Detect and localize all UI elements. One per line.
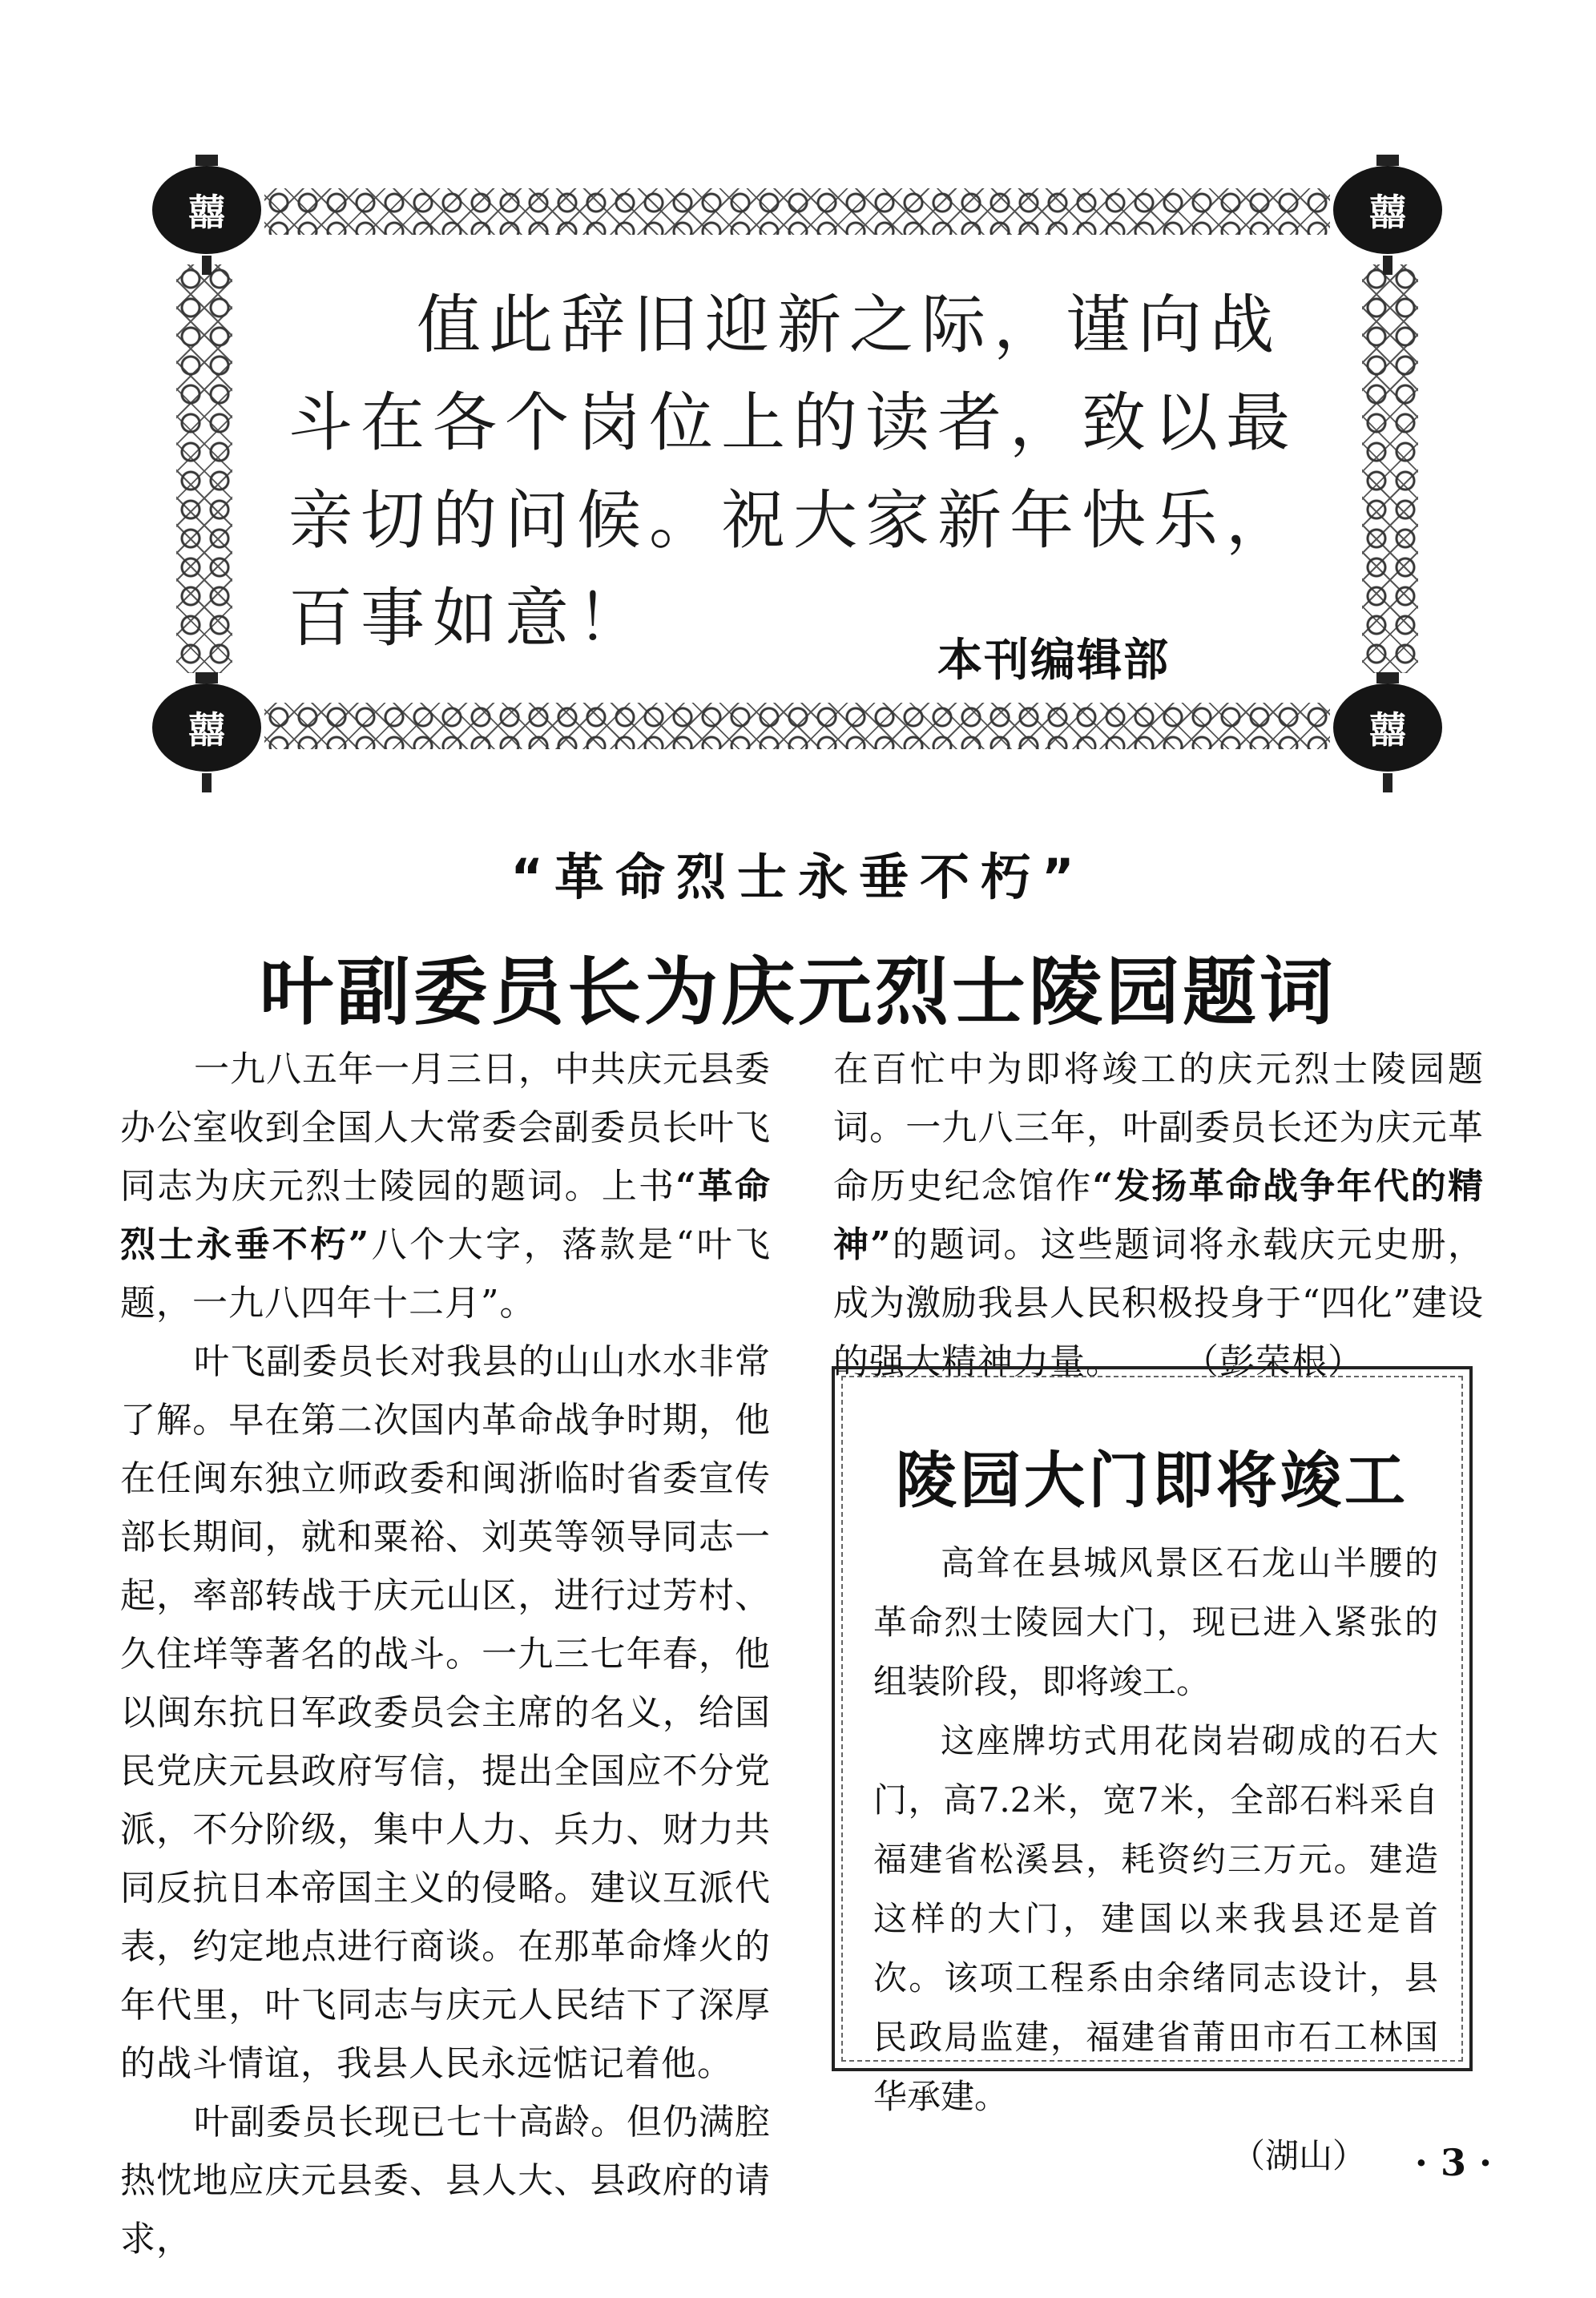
quote-text: “发扬革命战争年代的精神” (833, 1166, 1485, 1265)
decorative-border-top (264, 188, 1330, 235)
boxed-article-title: 陵园大门即将竣工 (896, 1445, 1409, 1516)
quote-text: “革命烈士永垂不朽” (120, 1166, 772, 1265)
paragraph-text: 八个大字，落款是“叶飞题，一九八四年十二月”。 (120, 1224, 771, 1324)
decorative-border-bottom (264, 703, 1330, 749)
paragraph-text: 在百忙中为即将竣工的庆元烈士陵园题词。一九八三年，叶副委员长还为庆元革命历史纪念馆作 (833, 1049, 1484, 1207)
boxed-article (832, 1366, 1473, 2175)
greeting-text: 值此辞旧迎新之际，谨向战斗在各个岗位上的读者，致以最亲切的问候。祝大家新年快乐，百事如意！ (288, 288, 1298, 655)
lantern-icon: 囍 (1333, 683, 1442, 772)
lantern-icon: 囍 (1333, 166, 1442, 254)
article-title: 叶副委员长为庆元烈士陵园题词 (259, 949, 1336, 1035)
decorative-border-left (176, 264, 232, 673)
decorative-border-right (1362, 264, 1418, 673)
article-paragraph-1 (120, 1040, 771, 1332)
paragraph-text: 的题词。这些题词将永载庆元史册，成为激励我县人民积极投身于“四化”建设的强大精神力量。 (833, 1224, 1485, 1382)
lantern-icon: 囍 (152, 166, 261, 254)
article-byline: （彭荣根） (1183, 1341, 1364, 1382)
boxed-article-byline: （湖山） (1231, 2136, 1366, 2175)
article-paragraph-3: 叶副委员长现已七十高龄。但仍满腔热忱地应庆元县委、县人大、县政府的请求， (120, 2102, 771, 2260)
greeting-signature: 本刊编辑部 (937, 635, 1170, 687)
article-column-left (120, 1040, 771, 2268)
article-subtitle: “革命烈士永垂不朽” (510, 848, 1086, 906)
article-paragraph-2: 叶飞副委员长对我县的山山水水非常了解。早在第二次国内革命战争时期，他在任闽东独立师政委和闽浙临时省委宣传部长期间，就和粟裕、刘英等领导同志一起，率部转战于庆元山区，进行过芳村、久住垟等著名的战斗。一九三七年春，他以闽东抗日军政委员会主席的名义，给国民党庆元县政府写信，提出全国应不分党派，不分阶级，集中人力、兵力、财力共同反抗日本帝国主义的侵略。建议互派代表，约定地点进行商谈。在那革命烽火的年代里，叶飞同志与庆元人民结下了深厚的战斗情谊，我县人民永远惦记着他。 (120, 1341, 771, 2084)
page-number: · 3 · (1414, 2141, 1492, 2184)
boxed-article-paragraph-2: 这座牌坊式用花岗岩砌成的石大门，高7.2米，宽7米，全部石料采自福建省松溪县，耗资约三万元。建造这样的大门，建国以来我县还是首次。该项工程系由余绪同志设计，县民政局监建，福建省莆田市石工林国华承建。 (873, 1721, 1438, 2116)
article-column-right (833, 1040, 1484, 1391)
greeting-frame (160, 188, 1434, 752)
boxed-article-paragraph-1: 高耸在县城风景区石龙山半腰的革命烈士陵园大门，现已进入紧张的组装阶段，即将竣工。 (873, 1543, 1438, 1701)
lantern-icon: 囍 (152, 683, 261, 772)
boxed-article-body (873, 1534, 1438, 2186)
paragraph-text: 一九八五年一月三日，中共庆元县委办公室收到全国人大常委会副委员长叶飞同志为庆元烈士陵园的题词。上书 (120, 1049, 771, 1207)
